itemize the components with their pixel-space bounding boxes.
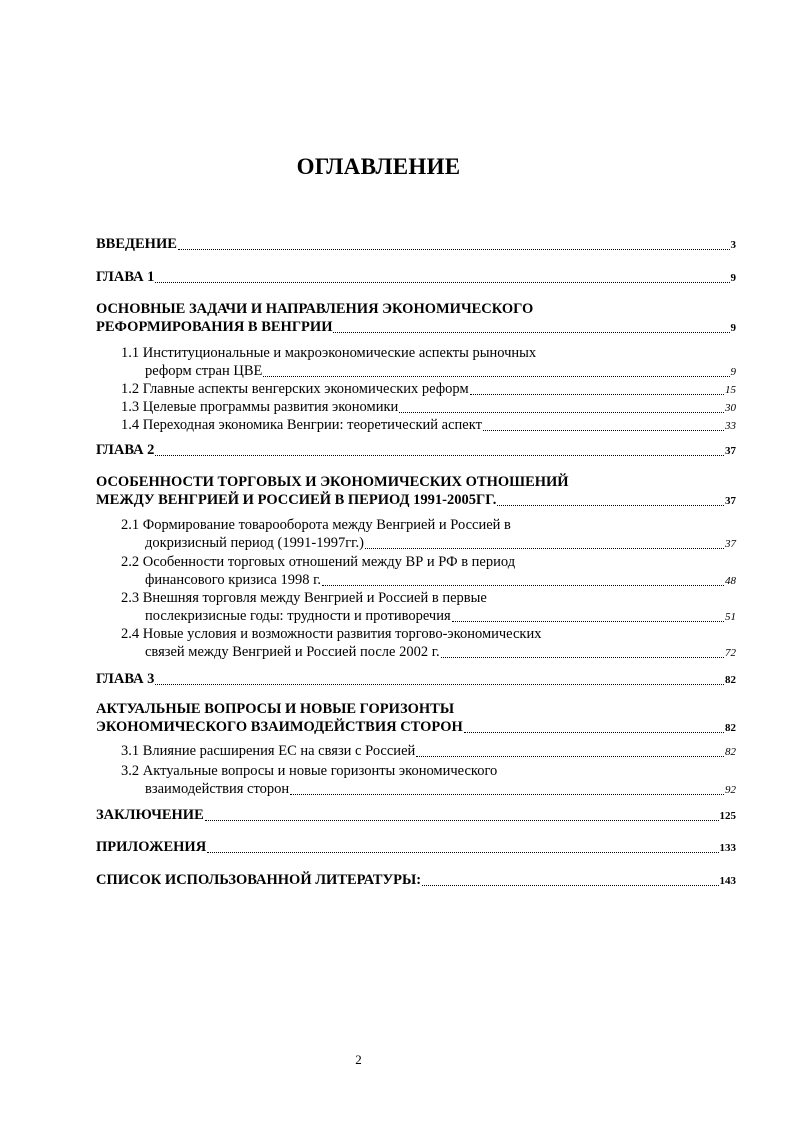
toc-entry-section-1-3[interactable] [121,398,736,417]
toc-entry-chapter-2[interactable] [96,441,736,460]
toc-entry-title-line-2: ЭКОНОМИЧЕСКОГО ВЗАИМОДЕЙСТВИЯ СТОРОН [96,719,463,735]
toc-entry-title-line-1: ОСОБЕННОСТИ ТОРГОВЫХ И ЭКОНОМИЧЕСКИХ ОТНОШЕНИЙ [96,474,569,490]
toc-entry-title: 1.3 Целевые программы развития экономики [121,399,399,415]
toc-entry-conclusion[interactable] [96,806,736,825]
toc-entry-title-line-1: АКТУАЛЬНЫЕ ВОПРОСЫ И НОВЫЕ ГОРИЗОНТЫ [96,701,455,717]
toc-entry-title: ЗАКЛЮЧЕНИЕ [96,807,204,823]
toc-entry-title-line-2: МЕЖДУ ВЕНГРИЕЙ И РОССИЕЙ В ПЕРИОД 1991-2005ГГ. [96,492,497,508]
toc-page-number: 82 [725,722,736,734]
toc-page-number: 51 [725,611,736,623]
toc-entry-title-line-1: 2.1 Формирование товарооборота между Венгрией и Россией в [121,517,511,533]
dot-leader [470,393,724,395]
toc-entry-title: ГЛАВА 2 [96,442,155,458]
page-title: ОГЛАВЛЕНИЕ [296,154,461,179]
toc-page-number: 9 [730,272,736,284]
dot-leader [422,884,718,886]
toc-entry-appendices[interactable] [96,838,736,857]
toc-entry-introduction[interactable] [96,235,736,254]
toc-entry-title: ВВЕДЕНИЕ [96,236,177,252]
toc-entry-section-3-1[interactable] [121,742,736,761]
toc-page-number: 37 [725,538,736,550]
dot-leader [205,819,719,821]
dot-leader [155,281,729,283]
dot-leader [365,547,724,549]
toc-entry-title: СПИСОК ИСПОЛЬЗОВАННОЙ ЛИТЕРАТУРЫ: [96,872,422,888]
toc-entry-title-line-1: 1.1 Институциональные и макроэкономические аспекты рыночных [121,345,537,361]
toc-entry-section-1-1[interactable] [121,344,736,381]
toc-entry-title-line-1: 2.2 Особенности торговых отношений между ВР и РФ в период [121,554,516,570]
dot-leader [441,656,724,658]
dot-leader [207,851,718,853]
toc-entry-title-line-1: ОСНОВНЫЕ ЗАДАЧИ И НАПРАВЛЕНИЯ ЭКОНОМИЧЕСКОГО [96,301,534,317]
toc-page-number: 33 [725,420,736,432]
toc-entry-title-line-1: 2.3 Внешняя торговля между Венгрией и Россией в первые [121,590,487,606]
toc-entry-section-2-3[interactable] [121,589,736,626]
toc-page-number: 82 [725,746,736,758]
toc-entry-section-1-4[interactable] [121,416,736,435]
toc-entry-chapter-3[interactable] [96,670,736,689]
toc-page-number: 72 [725,647,736,659]
toc-entry-title-line-1: 3.2 Актуальные вопросы и новые горизонты экономического [121,763,498,779]
toc-page-number: 125 [719,810,736,822]
toc-page-number: 82 [725,674,736,686]
dot-leader [399,411,724,413]
toc-page-number: 37 [725,445,736,457]
toc-page-number: 133 [719,842,736,854]
toc-entry-title: ПРИЛОЖЕНИЯ [96,839,207,855]
toc-entry-title-line-1: 2.4 Новые условия и возможности развития торгово-экономических [121,626,542,642]
dot-leader [483,429,724,431]
dot-leader [155,454,724,456]
dot-leader [290,793,724,795]
toc-entry-title: 3.1 Влияние расширения ЕС на связи с Россией [121,743,416,759]
toc-page-number: 9 [730,366,736,378]
toc-entry-section-2-1[interactable] [121,516,736,553]
toc-entry-title: 1.2 Главные аспекты венгерских экономических реформ [121,381,469,397]
toc-page-number: 30 [725,402,736,414]
toc-entry-title: ГЛАВА 1 [96,269,155,285]
toc-entry-title-line-2: РЕФОРМИРОВАНИЯ В ВЕНГРИИ [96,319,333,335]
toc-page-number: 15 [725,384,736,396]
toc-entry-chapter-1-title[interactable] [96,300,736,337]
toc-page-number: 48 [725,575,736,587]
toc-entry-title-line-2: финансового кризиса 1998 г. [145,572,322,588]
toc-entry-chapter-1[interactable] [96,268,736,287]
toc-entry-section-2-2[interactable] [121,553,736,590]
toc-entry-title: ГЛАВА 3 [96,671,155,687]
dot-leader [322,584,724,586]
toc-page-number: 9 [730,322,736,334]
page-number: 2 [355,1052,362,1067]
toc-entry-bibliography[interactable] [96,871,736,890]
dot-leader [178,248,730,250]
toc-page-number: 3 [730,239,736,251]
dot-leader [263,375,729,377]
toc-entry-section-2-4[interactable] [121,625,736,662]
toc-entry-chapter-2-title[interactable] [96,473,736,510]
toc-entry-title-line-2: докризисный период (1991-1997гг.) [145,535,364,551]
toc-entry-chapter-3-title[interactable] [96,700,736,737]
toc-entry-title-line-2: связей между Венгрией и Россией после 2002 г. [145,644,440,660]
toc-entry-title-line-2: послекризисные годы: трудности и противоречия [145,608,451,624]
dot-leader [452,620,724,622]
toc-page-number: 143 [719,875,736,887]
toc-page-number: 37 [725,495,736,507]
toc-entry-title: 1.4 Переходная экономика Венгрии: теоретический аспект [121,417,482,433]
toc-entry-section-3-2[interactable] [121,762,736,799]
toc-entry-title-line-2: взаимодействия сторон [145,781,290,797]
dot-leader [497,504,724,506]
dot-leader [416,755,724,757]
dot-leader [333,331,729,333]
toc-entry-section-1-2[interactable] [121,380,736,399]
dot-leader [464,731,724,733]
toc-entry-title-line-2: реформ стран ЦВЕ [145,363,263,379]
dot-leader [155,683,724,685]
toc-page-number: 92 [725,784,736,796]
